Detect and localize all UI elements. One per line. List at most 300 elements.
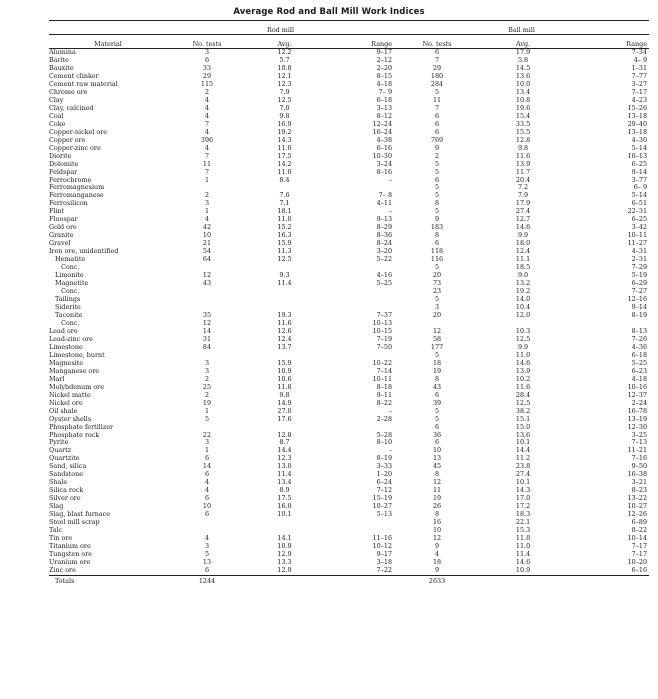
ball-tests-cell: 11 (432, 487, 442, 495)
rod-tests-cell: 4 (204, 112, 210, 120)
rod-tests-cell: 10 (202, 503, 212, 511)
ball-avg-cell: 10.0 (515, 80, 531, 88)
rod-range-cell: 7–19 (376, 335, 393, 343)
rod-range-cell: 4–18 (376, 80, 393, 88)
table-row (49, 280, 649, 288)
rod-tests-cell: 4 (204, 479, 210, 487)
material-cell: Silver ore (49, 495, 81, 503)
ball-tests-cell: 18 (432, 559, 442, 566)
material-cell: Ferromagnesium (49, 184, 105, 192)
rod-range-cell: 6–24 (376, 479, 393, 487)
rod-avg-cell: 11.6 (277, 319, 292, 327)
rod-tests-cell: 3 (204, 543, 210, 551)
rod-range-cell: 7–14 (376, 367, 393, 375)
rod-avg-cell: 12.5 (277, 96, 292, 104)
material-cell: Clay (49, 96, 64, 104)
rod-range-cell: 5–22 (376, 256, 393, 264)
rod-avg-cell (247, 288, 322, 296)
material-cell: Zinc ore (49, 566, 76, 574)
ball-range-cell: 13–19 (627, 415, 648, 423)
rod-tests-cell (167, 184, 247, 192)
ball-avg-cell: 20.4 (515, 176, 531, 184)
table-row (49, 479, 649, 487)
rod-avg-cell: 12.9 (277, 566, 292, 574)
ball-avg-cell: 14.6 (515, 224, 531, 232)
rod-avg-cell: 11.0 (277, 216, 292, 224)
ball-range-cell: 6–16 (631, 566, 648, 574)
rod-range-cell: 2–20 (376, 64, 393, 72)
rod-tests-cell: 35 (202, 311, 212, 319)
rod-avg-cell: 7.6 (279, 192, 290, 200)
rod-range-cell: 3–20 (376, 248, 393, 256)
rod-range-cell (322, 527, 394, 535)
rod-range-cell: 8–10 (376, 439, 393, 447)
ball-avg-cell: 12.0 (515, 311, 531, 319)
rod-avg-cell: 11.3 (277, 248, 292, 256)
rod-avg-cell: 12.4 (277, 335, 292, 343)
table-row (49, 184, 649, 192)
ball-range-cell: 6–89 (631, 519, 648, 527)
rod-range-cell (322, 352, 394, 360)
ball-tests-cell: 8 (434, 511, 440, 519)
material-cell: Feldspar (49, 168, 78, 176)
rod-range-cell: 9–17 (376, 48, 393, 56)
rod-range-cell: 4–11 (376, 200, 393, 208)
material-cell: Phosphate rock (49, 431, 100, 439)
table-row (49, 320, 649, 328)
ball-range-cell: 11–27 (627, 240, 648, 248)
rod-tests-cell (167, 519, 247, 527)
rod-range-cell: 7– 9 (378, 88, 393, 96)
table-row (49, 408, 649, 416)
rod-avg-cell: 12.3 (277, 80, 292, 88)
table-row (49, 503, 649, 511)
ball-avg-cell: 15.0 (515, 423, 531, 431)
rod-range-cell: 6–18 (376, 96, 393, 104)
ball-avg-cell: 11.6 (515, 152, 531, 160)
table-row (49, 567, 649, 575)
table-row (49, 208, 649, 216)
rod-avg-cell: 10.9 (277, 543, 292, 551)
rod-range-cell: – (388, 208, 393, 216)
table-title: Average Rod and Ball Mill Work Indices (233, 7, 425, 17)
rod-tests-cell: 5 (204, 551, 210, 559)
rod-tests-cell: 6 (204, 495, 210, 503)
col-ball-range: Range (566, 35, 649, 49)
rod-avg-cell (247, 264, 322, 272)
ball-tests-cell: 7 (434, 56, 440, 64)
material-cell: Copper-nickel ore (49, 128, 108, 136)
material-cell: Magnetite (55, 280, 89, 288)
table-row (49, 121, 649, 129)
material-cell: Tungsten ore (49, 551, 93, 559)
ball-avg-cell: 15.1 (515, 415, 531, 423)
rod-range-cell: 7–12 (376, 487, 393, 495)
table-row (49, 97, 649, 105)
rod-tests-cell: 7 (204, 120, 210, 128)
material-cell: Gravel (49, 240, 71, 248)
ball-tests-cell: 180 (430, 72, 444, 80)
ball-tests-cell: 5 (434, 415, 440, 423)
header-spacer (49, 21, 167, 35)
rod-range-cell: 8–36 (376, 232, 393, 240)
table-row (49, 424, 649, 432)
ball-range-cell: 7–17 (631, 551, 648, 559)
table-row (49, 264, 649, 272)
table-row (49, 296, 649, 304)
table-row (49, 81, 649, 89)
table-row (49, 161, 649, 169)
ball-avg-cell: 14.6 (515, 359, 531, 367)
ball-avg-cell: 11.4 (515, 551, 531, 559)
ball-tests-cell: 29 (432, 64, 442, 72)
ball-tests-cell: 43 (432, 383, 442, 391)
rod-tests-cell: 4 (204, 535, 210, 543)
material-cell: Manganese ore (49, 367, 100, 375)
ball-range-cell: 8–19 (631, 311, 648, 319)
rod-range-cell: 8–22 (376, 399, 393, 407)
rod-avg-cell (247, 424, 322, 432)
rod-tests-cell: 25 (202, 383, 212, 391)
table-row (49, 463, 649, 471)
rod-tests-cell: 2 (204, 88, 210, 96)
rod-avg-cell: 10.9 (277, 367, 292, 375)
ball-tests-cell: 58 (432, 335, 442, 343)
table-row (49, 145, 649, 153)
ball-tests-cell: 769 (430, 136, 444, 144)
table-row (49, 368, 649, 376)
rod-avg-cell: 15.9 (277, 240, 292, 248)
rod-tests-cell: 21 (202, 240, 212, 248)
ball-range-cell: 9–14 (631, 304, 648, 311)
ball-tests-cell: 10 (432, 447, 442, 455)
ball-avg-cell: 11.6 (515, 383, 531, 391)
ball-avg-cell: 14.5 (515, 64, 531, 72)
rod-avg-cell (247, 352, 322, 360)
table-row (49, 200, 649, 208)
material-cell: Phosphate fertilizer (49, 423, 114, 431)
ball-range-cell: 6– 9 (633, 184, 648, 192)
table-row (49, 455, 649, 463)
rod-tests-cell: 1 (204, 447, 210, 455)
rod-avg-cell: 17.5 (277, 495, 292, 503)
material-cell: Tin ore (49, 535, 73, 543)
rod-range-cell (322, 288, 394, 296)
table-row (49, 105, 649, 113)
table-row (49, 129, 649, 137)
table-row (49, 511, 649, 519)
ball-tests-cell: 6 (434, 48, 440, 56)
ball-avg-cell: 10.4 (515, 304, 531, 311)
rod-avg-cell (247, 296, 322, 304)
rod-range-cell: 10–15 (372, 327, 393, 335)
ball-range-cell: 8–13 (631, 327, 648, 335)
rod-avg-cell: 11.4 (277, 471, 292, 479)
ball-tests-cell: 3 (434, 304, 440, 311)
ball-tests-cell: 8 (434, 232, 440, 240)
material-cell: Steel mill scrap (49, 519, 100, 527)
ball-range-cell: 5–14 (631, 144, 648, 152)
rod-tests-cell: 64 (202, 256, 212, 264)
ball-avg-cell: 38.2 (515, 407, 531, 415)
rod-avg-cell: 12.8 (277, 431, 292, 439)
ball-avg-cell: 14.6 (515, 559, 531, 566)
material-cell: Taconite (55, 311, 83, 319)
material-cell: Oyster shells (49, 415, 92, 423)
rod-range-cell: 3–18 (376, 559, 393, 566)
ball-tests-cell: 284 (430, 80, 444, 88)
table-row (49, 192, 649, 200)
table-row (49, 360, 649, 368)
table-row (49, 336, 649, 344)
ball-range-cell: 2–24 (631, 399, 648, 407)
table-row (49, 73, 649, 81)
rod-tests-cell: 3 (204, 200, 210, 208)
rod-avg-cell: 15.9 (277, 359, 292, 367)
rod-tests-cell: 115 (200, 80, 214, 88)
rod-avg-cell: 16.9 (277, 120, 292, 128)
rod-avg-cell: 12.5 (277, 256, 292, 264)
ball-avg-cell: 18.5 (515, 264, 531, 272)
rod-avg-cell: 13.4 (277, 479, 292, 487)
totals-label: Totals (49, 575, 167, 587)
ball-avg-cell: 17.0 (515, 495, 531, 503)
ball-tests-cell: 6 (434, 120, 440, 128)
rod-tests-cell: 396 (200, 136, 214, 144)
ball-tests-cell: 8 (434, 375, 440, 383)
rod-tests-cell (167, 288, 247, 296)
material-cell: Conc. (61, 264, 80, 272)
ball-range-cell: 7–17 (631, 88, 648, 96)
ball-tests-cell: 6 (434, 391, 440, 399)
ball-avg-cell: 11.7 (515, 168, 531, 176)
ball-tests-cell: 13 (432, 455, 442, 463)
ball-avg-cell: 12.4 (515, 248, 531, 256)
ball-avg-cell: 28.4 (515, 391, 531, 399)
ball-tests-cell: 9 (434, 543, 440, 551)
ball-tests-cell: 6 (434, 112, 440, 120)
ball-range-cell: 13–18 (627, 112, 648, 120)
ball-tests-cell (394, 320, 480, 328)
rod-avg-cell: 8.4 (279, 176, 290, 184)
table-row (49, 224, 649, 232)
material-cell: Coal (49, 112, 64, 120)
ball-range-cell: 10–20 (627, 559, 648, 566)
rod-tests-cell: 6 (204, 511, 210, 519)
rod-avg-cell: 15.2 (277, 224, 292, 232)
rod-avg-cell: 12.1 (277, 72, 292, 80)
rod-avg-cell: 14.2 (277, 160, 292, 168)
rod-avg-cell: 12.9 (277, 551, 292, 559)
rod-tests-cell: 84 (202, 343, 212, 351)
rod-avg-cell: 9.3 (279, 272, 290, 280)
ball-range-cell: 12–16 (627, 296, 648, 304)
rod-tests-cell: 22 (202, 431, 212, 439)
ball-range-cell: 16–78 (627, 407, 648, 415)
ball-range-cell: 13–18 (627, 128, 648, 136)
rod-avg-cell: 12.2 (277, 48, 292, 56)
ball-avg-cell: 27.4 (515, 208, 531, 216)
ball-avg-cell: 13.9 (515, 367, 531, 375)
rod-avg-cell (247, 184, 322, 192)
ball-range-cell: 4–36 (631, 343, 648, 351)
col-material: Material (49, 35, 167, 49)
rod-avg-cell: 13.7 (277, 343, 292, 351)
rod-tests-cell: 42 (202, 224, 212, 232)
rod-range-cell: 15–19 (372, 495, 393, 503)
material-cell: Tailings (55, 296, 81, 304)
rod-avg-cell: 17.5 (277, 152, 292, 160)
rod-range-cell: 3–24 (376, 160, 393, 168)
rod-range-cell: 8–16 (376, 168, 393, 176)
material-cell: Quartz (49, 447, 72, 455)
ball-avg-cell: 12.8 (515, 136, 531, 144)
ball-tests-cell: 5 (434, 351, 440, 359)
rod-range-cell: 8–18 (376, 383, 393, 391)
ball-range-cell: 22–31 (627, 208, 648, 216)
table-row (49, 432, 649, 440)
ball-avg-cell: 10.1 (515, 439, 531, 447)
ball-range-cell: 2–31 (631, 256, 648, 264)
ball-avg-cell: 19.6 (515, 104, 531, 112)
ball-range-cell: 7–26 (631, 335, 648, 343)
table-row (49, 487, 649, 495)
ball-tests-cell: 8 (434, 471, 440, 479)
table-row (49, 256, 649, 264)
group-rod-mill: Rod mill (167, 21, 394, 35)
rod-avg-cell: 27.0 (277, 407, 292, 415)
ball-tests-cell: 12 (432, 327, 442, 335)
rod-tests-cell: 2 (204, 391, 210, 399)
rod-avg-cell: 18.1 (277, 208, 292, 216)
table-row (49, 392, 649, 400)
rod-avg-cell: 8.7 (279, 439, 290, 447)
ball-tests-cell: 45 (432, 463, 442, 471)
ball-range-cell: 6–25 (631, 216, 648, 224)
rod-avg-cell: 10.8 (277, 64, 292, 72)
ball-avg-cell: 13.6 (515, 431, 531, 439)
rod-range-cell: 16–24 (372, 128, 393, 136)
rod-range-cell: 10–30 (372, 152, 393, 160)
ball-avg-cell: 11.0 (515, 351, 531, 359)
rod-tests-cell: 6 (204, 455, 210, 463)
material-cell: Siderite (55, 304, 81, 311)
material-cell: Quartzite (49, 455, 80, 463)
ball-avg-cell: 7.2 (517, 184, 529, 192)
ball-range-cell: 7–17 (631, 543, 648, 551)
rod-range-cell: 4–16 (376, 272, 393, 280)
table-row (49, 240, 649, 248)
material-cell: Lead-zinc ore (49, 335, 93, 343)
ball-range-cell: 1–31 (631, 64, 648, 72)
ball-tests-cell: 6 (434, 423, 440, 431)
ball-range-cell: 12–37 (627, 391, 648, 399)
rod-range-cell: 9–11 (376, 391, 393, 399)
rod-avg-cell: 19.3 (277, 311, 292, 319)
table-row (49, 49, 649, 57)
ball-tests-cell: 12 (432, 479, 442, 487)
rod-avg-cell: 14.3 (277, 136, 292, 144)
ball-avg-cell: 17.2 (515, 503, 531, 511)
ball-range-cell: 29–40 (627, 120, 648, 128)
ball-range-cell: 4–23 (631, 96, 648, 104)
ball-range-cell: 3–27 (631, 80, 648, 88)
ball-range-cell: 10–13 (627, 152, 648, 160)
ball-tests-cell: 5 (434, 208, 440, 216)
ball-tests-cell: 6 (434, 176, 440, 184)
table-row (49, 447, 649, 455)
ball-tests-cell: 11 (432, 96, 442, 104)
col-ball-tests: No. tests (394, 35, 480, 49)
rod-tests-cell: 4 (204, 216, 210, 224)
rod-range-cell: 10–12 (372, 543, 393, 551)
ball-range-cell: 4–31 (631, 248, 648, 256)
ball-range-cell: 5–25 (631, 359, 648, 367)
rod-tests-cell (167, 304, 247, 312)
rod-range-cell: 5–28 (376, 431, 393, 439)
ball-avg-cell: 13.6 (515, 72, 531, 80)
ball-avg-cell: 17.9 (515, 48, 531, 56)
material-cell: Copper-zinc ore (49, 144, 101, 152)
material-cell: Limestone, burnt (49, 351, 105, 359)
rod-range-cell: 8–29 (376, 224, 393, 232)
rod-tests-cell (167, 296, 247, 304)
ball-avg-cell: 15.4 (515, 112, 531, 120)
material-cell: Gold ore (49, 224, 77, 232)
table-row (49, 113, 649, 121)
ball-tests-cell: 12 (432, 535, 442, 543)
ball-tests-cell: 5 (434, 407, 440, 415)
ball-tests-cell: 10 (432, 527, 442, 535)
rod-avg-cell: 16.0 (277, 503, 292, 511)
table-row (49, 328, 649, 336)
rod-tests-cell: 33 (202, 64, 212, 72)
totals-empty (566, 575, 649, 587)
rod-range-cell: 12–24 (372, 120, 393, 128)
rod-avg-cell (247, 527, 322, 535)
material-cell: Ferrochrome (49, 176, 92, 184)
ball-tests-cell: 5 (434, 264, 440, 272)
ball-avg-cell: 9.9 (517, 232, 529, 240)
table-row (49, 535, 649, 543)
rod-range-cell: 4–38 (376, 136, 393, 144)
rod-avg-cell (247, 304, 322, 312)
rod-tests-cell: 2 (204, 375, 210, 383)
totals-empty (247, 575, 322, 587)
table-row (49, 344, 649, 352)
table-row (49, 416, 649, 424)
col-rod-tests: No. tests (167, 35, 247, 49)
rod-range-cell: 8–19 (376, 455, 393, 463)
rod-tests-cell: 2 (204, 192, 210, 200)
ball-tests-cell: 5 (434, 168, 440, 176)
ball-avg-cell: 11.0 (515, 543, 531, 551)
material-cell: Shale (49, 479, 68, 487)
material-cell: Molybdenum ore (49, 383, 105, 391)
material-cell: Clay, calcined (49, 104, 94, 112)
ball-avg-cell: 10.1 (515, 479, 531, 487)
ball-avg-cell: 14.0 (515, 296, 531, 304)
ball-tests-cell: 36 (432, 431, 442, 439)
rod-range-cell: 7–50 (376, 343, 393, 351)
table-row (49, 153, 649, 161)
rod-tests-cell: 3 (204, 359, 210, 367)
material-cell: Fluospar (49, 216, 78, 224)
table-row (49, 471, 649, 479)
rod-tests-cell: 54 (202, 248, 212, 256)
material-cell: Conc. (61, 319, 80, 327)
rod-tests-cell: 1 (204, 208, 210, 216)
